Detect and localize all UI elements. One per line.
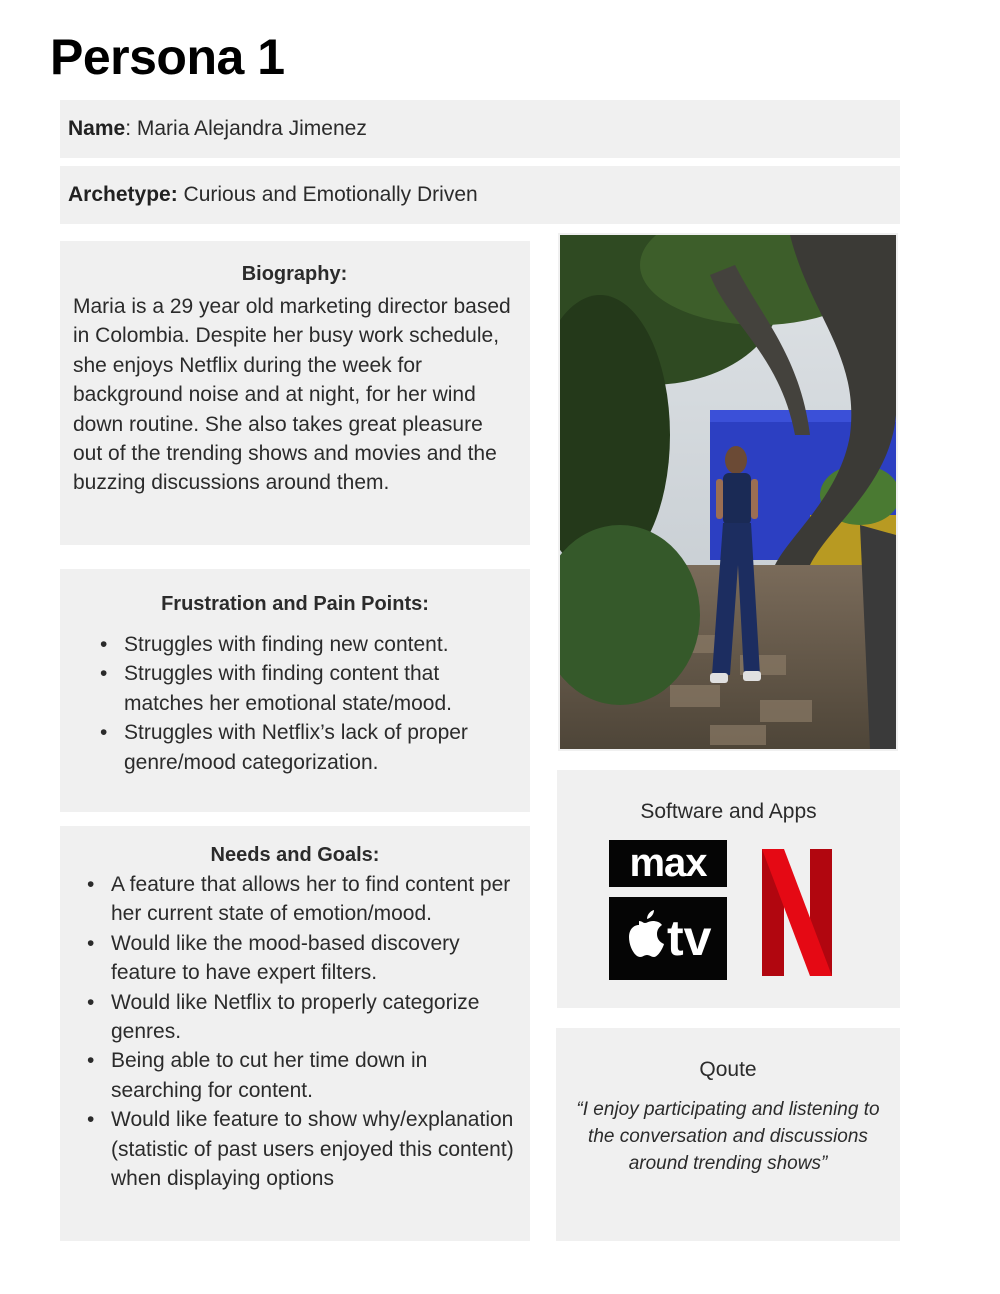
quote-heading: Qoute [699,1058,757,1081]
list-item: • A feature that allows her to find content per her current state of emotion/mood. [111,870,516,929]
frustrations-list [74,630,516,777]
list-item: • Would like Netflix to properly categorize genres. [111,988,516,1047]
archetype-value: Curious and Emotionally Driven [177,183,478,206]
software-card [557,770,900,1008]
apple-tv-logo [609,897,727,980]
frustrations-heading: Frustration and Pain Points: [161,593,429,615]
persona-photo-icon [560,235,896,749]
archetype-row [60,166,900,224]
biography-card [60,241,530,545]
quote-card [556,1028,900,1241]
quote-text: “I enjoy participating and listening to the conversation and discussions around trending shows” [576,1099,880,1174]
list-item: • Would like the mood-based discovery feature to have expert filters. [111,929,516,988]
apple-tv-text: tv [667,910,712,966]
list-item: • Being able to cut her time down in searching for content. [111,1046,516,1105]
list-item: • Struggles with finding content that matches her emotional state/mood. [124,659,516,718]
list-item: • Would like feature to show why/explanation (statistic of past users enjoyed this content) when displaying options [111,1105,516,1193]
page-title: Persona 1 [50,29,285,85]
needs-card [60,826,530,1241]
software-heading: Software and Apps [640,800,817,823]
archetype-label: Archetype: [68,183,178,206]
list-item: • Struggles with finding new content. [124,630,516,659]
netflix-icon [762,849,832,976]
list-item: • Struggles with Netflix’s lack of proper genre/mood categorization. [124,718,516,777]
persona-photo [558,233,898,751]
name-value: : Maria Alejandra Jimenez [125,117,367,140]
frustrations-card [60,569,530,812]
needs-list [74,870,516,1193]
max-logo: max [609,840,727,887]
name-row [60,100,900,158]
biography-text: Maria is a 29 year old marketing director based in Colombia. Despite her busy work schedule, she enjoys Netflix during the week for background noise and at night, for her wind down routine. She also takes great pleasure out of the trending shows and movies and the buzzing discussions around them. [73,295,511,495]
name-label: Name [68,117,126,140]
needs-heading: Needs and Goals: [210,844,380,866]
biography-heading: Biography: [241,263,348,285]
